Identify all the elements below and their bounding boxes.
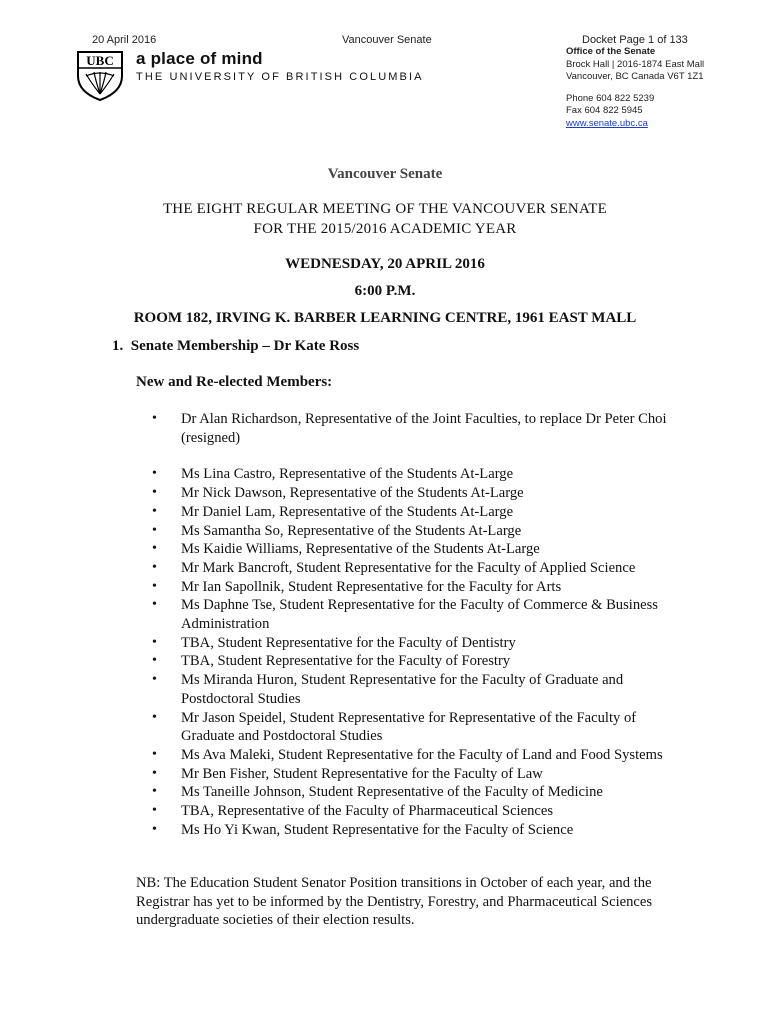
list-item: • Ms Lina Castro, Representative of the Students At-Large [150, 465, 690, 484]
office-fax: Fax 604 822 5945 [566, 105, 643, 116]
list-item: • Ms Samantha So, Representative of the Students At-Large [150, 522, 690, 541]
list-item: • TBA, Student Representative for the Faculty of Forestry [150, 652, 690, 671]
list-item: • Ms Ava Maleki, Student Representative for the Faculty of Land and Food Systems [150, 746, 690, 765]
list-item: • TBA, Representative of the Faculty of Pharmaceutical Sciences [150, 802, 690, 821]
list-item: • Ms Daphne Tse, Student Representative for the Faculty of Commerce & Business Administration [150, 596, 690, 633]
header-date: 20 April 2016 [92, 34, 157, 46]
list-item: • Ms Taneille Johnson, Student Representative of the Faculty of Medicine [150, 783, 690, 802]
list-item: • Ms Miranda Huron, Student Representative for the Faculty of Graduate and Postdoctoral Studies [150, 671, 690, 708]
meeting-room: ROOM 182, IRVING K. BARBER LEARNING CENTRE, 1961 EAST MALL [133, 310, 637, 326]
university-name: THE UNIVERSITY OF BRITISH COLUMBIA [136, 71, 424, 83]
senate-heading: Vancouver Senate [327, 166, 443, 182]
senate-website-link[interactable]: www.senate.ubc.ca [566, 117, 648, 129]
meeting-title-line1: THE EIGHT REGULAR MEETING OF THE VANCOUVER SENATE [162, 201, 608, 217]
meeting-title-line2: FOR THE 2015/2016 ACADEMIC YEAR [253, 221, 517, 237]
list-item: • TBA, Student Representative for the Faculty of Dentistry [150, 634, 690, 653]
list-item: • Mr Jason Speidel, Student Representative for Representative of the Faculty of Graduate and Postdoctoral Studies [150, 709, 690, 746]
meeting-date: WEDNESDAY, 20 APRIL 2016 [285, 256, 485, 272]
office-address-line1: Brock Hall | 2016-1874 East Mall [566, 58, 705, 70]
office-address-line2: Vancouver, BC Canada V6T 1Z1 [566, 71, 704, 82]
docket-page-number: Docket Page 1 of 133 [582, 34, 688, 46]
office-name: Office of the Senate [566, 46, 656, 57]
header-center-title: Vancouver Senate [342, 34, 432, 46]
list-item: • Mr Daniel Lam, Representative of the Students At-Large [150, 503, 690, 522]
list-item: • Mr Mark Bancroft, Student Representative for the Faculty of Applied Science [150, 559, 690, 578]
office-phone: Phone 604 822 5239 [566, 92, 655, 104]
list-item: • Ms Kaidie Williams, Representative of the Students At-Large [150, 540, 690, 559]
ubc-crest-logo [74, 50, 126, 102]
election-note: NB: The Education Student Senator Position transitions in October of each year, and the Registrar has yet to be informed by the Dentistry, Forestry, and Pharmaceutical Sciences undergraduate societies of their election results. [136, 875, 653, 929]
list-item: • Dr Alan Richardson, Representative of the Joint Faculties, to replace Dr Peter Choi (resigned) [150, 410, 690, 447]
list-item: • Mr Ben Fisher, Student Representative for the Faculty of Law [150, 765, 690, 784]
logo-tagline: a place of mind [136, 49, 263, 68]
crest-text: UBC [86, 53, 114, 68]
member-list [150, 410, 690, 839]
meeting-time: 6:00 P.M. [354, 283, 416, 299]
office-contact-block [566, 46, 704, 130]
subheading-new-members: New and Re-elected Members: [136, 374, 333, 390]
list-item: • Mr Nick Dawson, Representative of the Students At-Large [150, 484, 690, 503]
meeting-title [0, 199, 770, 239]
list-item: • Ms Ho Yi Kwan, Student Representative for the Faculty of Science [150, 821, 690, 840]
section-heading-senate-membership: 1. Senate Membership – Dr Kate Ross [112, 338, 360, 354]
list-item: • Mr Ian Sapollnik, Student Representative for the Faculty for Arts [150, 578, 690, 597]
